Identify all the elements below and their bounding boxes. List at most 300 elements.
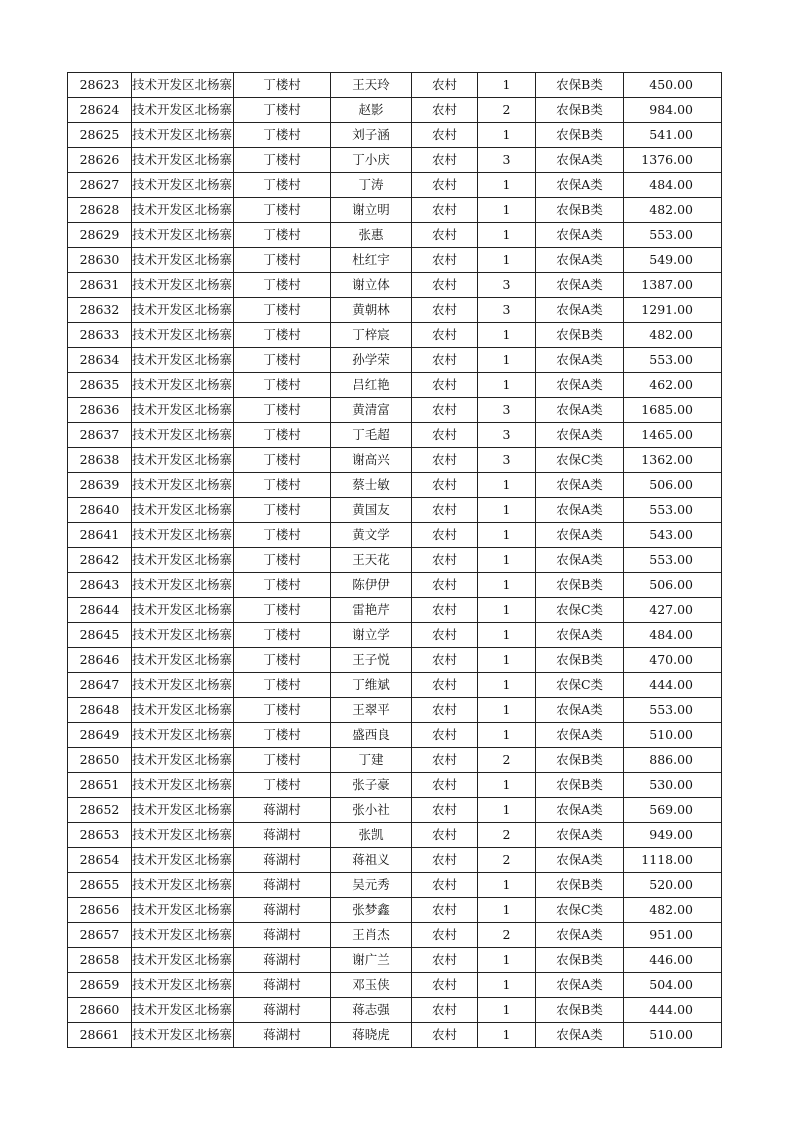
member-count-cell: 1 xyxy=(478,973,536,998)
table-row xyxy=(68,573,722,598)
insurance-category-cell: 农保A类 xyxy=(536,848,624,873)
amount-cell: 450.00 xyxy=(624,73,722,98)
village-cell: 丁楼村 xyxy=(234,198,331,223)
district-cell: 技术开发区北杨寨 xyxy=(132,798,234,823)
amount-cell: 462.00 xyxy=(624,373,722,398)
household-type-cell: 农村 xyxy=(412,523,478,548)
member-count-cell: 3 xyxy=(478,298,536,323)
row-id-cell: 28641 xyxy=(68,523,132,548)
member-count-cell: 1 xyxy=(478,348,536,373)
village-cell: 丁楼村 xyxy=(234,473,331,498)
household-type-cell: 农村 xyxy=(412,398,478,423)
insurance-category-cell: 农保C类 xyxy=(536,598,624,623)
district-cell: 技术开发区北杨寨 xyxy=(132,523,234,548)
person-name-cell: 孙学荣 xyxy=(331,348,412,373)
insurance-category-cell: 农保A类 xyxy=(536,373,624,398)
person-name-cell: 王子悦 xyxy=(331,648,412,673)
person-name-cell: 谢广兰 xyxy=(331,948,412,973)
row-id-cell: 28634 xyxy=(68,348,132,373)
person-name-cell: 谢立体 xyxy=(331,273,412,298)
row-id-cell: 28633 xyxy=(68,323,132,348)
household-type-cell: 农村 xyxy=(412,948,478,973)
member-count-cell: 1 xyxy=(478,873,536,898)
member-count-cell: 1 xyxy=(478,998,536,1023)
table-row xyxy=(68,673,722,698)
member-count-cell: 1 xyxy=(478,798,536,823)
row-id-cell: 28651 xyxy=(68,773,132,798)
table-row xyxy=(68,998,722,1023)
person-name-cell: 蔡士敏 xyxy=(331,473,412,498)
household-type-cell: 农村 xyxy=(412,273,478,298)
amount-cell: 1376.00 xyxy=(624,148,722,173)
insurance-category-cell: 农保A类 xyxy=(536,248,624,273)
table-row xyxy=(68,248,722,273)
insurance-category-cell: 农保C类 xyxy=(536,673,624,698)
member-count-cell: 1 xyxy=(478,248,536,273)
row-id-cell: 28652 xyxy=(68,798,132,823)
table-row xyxy=(68,848,722,873)
insurance-category-cell: 农保A类 xyxy=(536,623,624,648)
village-cell: 蒋湖村 xyxy=(234,923,331,948)
table-row xyxy=(68,523,722,548)
table-row xyxy=(68,123,722,148)
district-cell: 技术开发区北杨寨 xyxy=(132,723,234,748)
village-cell: 丁楼村 xyxy=(234,173,331,198)
village-cell: 丁楼村 xyxy=(234,598,331,623)
row-id-cell: 28656 xyxy=(68,898,132,923)
amount-cell: 553.00 xyxy=(624,223,722,248)
person-name-cell: 邓玉侠 xyxy=(331,973,412,998)
row-id-cell: 28632 xyxy=(68,298,132,323)
row-id-cell: 28661 xyxy=(68,1023,132,1048)
district-cell: 技术开发区北杨寨 xyxy=(132,423,234,448)
amount-cell: 484.00 xyxy=(624,173,722,198)
person-name-cell: 丁建 xyxy=(331,748,412,773)
row-id-cell: 28629 xyxy=(68,223,132,248)
member-count-cell: 3 xyxy=(478,148,536,173)
insurance-category-cell: 农保A类 xyxy=(536,923,624,948)
insurance-category-cell: 农保C类 xyxy=(536,898,624,923)
person-name-cell: 赵影 xyxy=(331,98,412,123)
member-count-cell: 1 xyxy=(478,548,536,573)
household-type-cell: 农村 xyxy=(412,123,478,148)
amount-cell: 482.00 xyxy=(624,898,722,923)
table-row xyxy=(68,548,722,573)
person-name-cell: 刘子涵 xyxy=(331,123,412,148)
member-count-cell: 1 xyxy=(478,123,536,148)
row-id-cell: 28630 xyxy=(68,248,132,273)
row-id-cell: 28638 xyxy=(68,448,132,473)
insurance-category-cell: 农保A类 xyxy=(536,223,624,248)
table-row xyxy=(68,348,722,373)
member-count-cell: 3 xyxy=(478,273,536,298)
table-row xyxy=(68,498,722,523)
district-cell: 技术开发区北杨寨 xyxy=(132,348,234,373)
table-row xyxy=(68,273,722,298)
amount-cell: 506.00 xyxy=(624,473,722,498)
insurance-category-cell: 农保A类 xyxy=(536,173,624,198)
table-row xyxy=(68,223,722,248)
household-type-cell: 农村 xyxy=(412,773,478,798)
person-name-cell: 张凯 xyxy=(331,823,412,848)
table-row xyxy=(68,698,722,723)
member-count-cell: 3 xyxy=(478,398,536,423)
district-cell: 技术开发区北杨寨 xyxy=(132,823,234,848)
amount-cell: 504.00 xyxy=(624,973,722,998)
row-id-cell: 28631 xyxy=(68,273,132,298)
village-cell: 丁楼村 xyxy=(234,448,331,473)
member-count-cell: 1 xyxy=(478,673,536,698)
village-cell: 丁楼村 xyxy=(234,123,331,148)
person-name-cell: 吕红艳 xyxy=(331,373,412,398)
amount-cell: 1387.00 xyxy=(624,273,722,298)
table-row xyxy=(68,98,722,123)
household-type-cell: 农村 xyxy=(412,323,478,348)
village-cell: 丁楼村 xyxy=(234,323,331,348)
village-cell: 丁楼村 xyxy=(234,223,331,248)
village-cell: 丁楼村 xyxy=(234,73,331,98)
insurance-category-cell: 农保A类 xyxy=(536,298,624,323)
district-cell: 技术开发区北杨寨 xyxy=(132,1023,234,1048)
member-count-cell: 2 xyxy=(478,848,536,873)
row-id-cell: 28623 xyxy=(68,73,132,98)
household-type-cell: 农村 xyxy=(412,348,478,373)
row-id-cell: 28627 xyxy=(68,173,132,198)
row-id-cell: 28626 xyxy=(68,148,132,173)
village-cell: 蒋湖村 xyxy=(234,798,331,823)
district-cell: 技术开发区北杨寨 xyxy=(132,198,234,223)
amount-cell: 444.00 xyxy=(624,673,722,698)
district-cell: 技术开发区北杨寨 xyxy=(132,948,234,973)
table-row xyxy=(68,773,722,798)
amount-cell: 510.00 xyxy=(624,1023,722,1048)
household-type-cell: 农村 xyxy=(412,723,478,748)
person-name-cell: 黄朝林 xyxy=(331,298,412,323)
village-cell: 丁楼村 xyxy=(234,623,331,648)
person-name-cell: 蒋祖义 xyxy=(331,848,412,873)
table-row xyxy=(68,973,722,998)
member-count-cell: 1 xyxy=(478,948,536,973)
village-cell: 丁楼村 xyxy=(234,748,331,773)
member-count-cell: 1 xyxy=(478,623,536,648)
village-cell: 丁楼村 xyxy=(234,723,331,748)
household-type-cell: 农村 xyxy=(412,1023,478,1048)
row-id-cell: 28635 xyxy=(68,373,132,398)
row-id-cell: 28658 xyxy=(68,948,132,973)
district-cell: 技术开发区北杨寨 xyxy=(132,548,234,573)
insurance-category-cell: 农保B类 xyxy=(536,323,624,348)
person-name-cell: 王肖杰 xyxy=(331,923,412,948)
insurance-category-cell: 农保A类 xyxy=(536,973,624,998)
household-type-cell: 农村 xyxy=(412,923,478,948)
person-name-cell: 陈伊伊 xyxy=(331,573,412,598)
member-count-cell: 1 xyxy=(478,598,536,623)
insurance-category-cell: 农保A类 xyxy=(536,698,624,723)
amount-cell: 444.00 xyxy=(624,998,722,1023)
village-cell: 丁楼村 xyxy=(234,298,331,323)
household-type-cell: 农村 xyxy=(412,98,478,123)
village-cell: 丁楼村 xyxy=(234,523,331,548)
district-cell: 技术开发区北杨寨 xyxy=(132,248,234,273)
amount-cell: 530.00 xyxy=(624,773,722,798)
district-cell: 技术开发区北杨寨 xyxy=(132,398,234,423)
district-cell: 技术开发区北杨寨 xyxy=(132,223,234,248)
household-type-cell: 农村 xyxy=(412,548,478,573)
amount-cell: 1362.00 xyxy=(624,448,722,473)
household-type-cell: 农村 xyxy=(412,248,478,273)
insurance-category-cell: 农保A类 xyxy=(536,273,624,298)
district-cell: 技术开发区北杨寨 xyxy=(132,373,234,398)
table-row xyxy=(68,323,722,348)
table-row xyxy=(68,798,722,823)
insurance-category-cell: 农保A类 xyxy=(536,548,624,573)
village-cell: 丁楼村 xyxy=(234,648,331,673)
insurance-category-cell: 农保C类 xyxy=(536,448,624,473)
row-id-cell: 28640 xyxy=(68,498,132,523)
row-id-cell: 28650 xyxy=(68,748,132,773)
amount-cell: 482.00 xyxy=(624,323,722,348)
village-cell: 蒋湖村 xyxy=(234,998,331,1023)
table-row xyxy=(68,823,722,848)
table-row xyxy=(68,73,722,98)
member-count-cell: 1 xyxy=(478,173,536,198)
person-name-cell: 张惠 xyxy=(331,223,412,248)
insurance-category-cell: 农保B类 xyxy=(536,198,624,223)
table-row xyxy=(68,898,722,923)
village-cell: 丁楼村 xyxy=(234,773,331,798)
row-id-cell: 28639 xyxy=(68,473,132,498)
village-cell: 蒋湖村 xyxy=(234,948,331,973)
insurance-category-cell: 农保B类 xyxy=(536,773,624,798)
member-count-cell: 2 xyxy=(478,823,536,848)
person-name-cell: 谢高兴 xyxy=(331,448,412,473)
table-row xyxy=(68,873,722,898)
village-cell: 丁楼村 xyxy=(234,398,331,423)
person-name-cell: 丁小庆 xyxy=(331,148,412,173)
district-cell: 技术开发区北杨寨 xyxy=(132,573,234,598)
village-cell: 丁楼村 xyxy=(234,573,331,598)
member-count-cell: 1 xyxy=(478,773,536,798)
person-name-cell: 盛西良 xyxy=(331,723,412,748)
member-count-cell: 1 xyxy=(478,473,536,498)
amount-cell: 569.00 xyxy=(624,798,722,823)
village-cell: 丁楼村 xyxy=(234,273,331,298)
household-type-cell: 农村 xyxy=(412,148,478,173)
district-cell: 技术开发区北杨寨 xyxy=(132,673,234,698)
district-cell: 技术开发区北杨寨 xyxy=(132,848,234,873)
table-row xyxy=(68,598,722,623)
insurance-category-cell: 农保B类 xyxy=(536,873,624,898)
table-row xyxy=(68,423,722,448)
table-row xyxy=(68,648,722,673)
village-cell: 丁楼村 xyxy=(234,498,331,523)
person-name-cell: 丁毛超 xyxy=(331,423,412,448)
person-name-cell: 王翠平 xyxy=(331,698,412,723)
person-name-cell: 谢立明 xyxy=(331,198,412,223)
household-type-cell: 农村 xyxy=(412,823,478,848)
table-row xyxy=(68,623,722,648)
household-type-cell: 农村 xyxy=(412,73,478,98)
village-cell: 蒋湖村 xyxy=(234,873,331,898)
insurance-category-cell: 农保A类 xyxy=(536,348,624,373)
row-id-cell: 28645 xyxy=(68,623,132,648)
insurance-category-cell: 农保B类 xyxy=(536,998,624,1023)
district-cell: 技术开发区北杨寨 xyxy=(132,448,234,473)
row-id-cell: 28628 xyxy=(68,198,132,223)
table-row xyxy=(68,748,722,773)
amount-cell: 1465.00 xyxy=(624,423,722,448)
row-id-cell: 28660 xyxy=(68,998,132,1023)
member-count-cell: 3 xyxy=(478,423,536,448)
insurance-category-cell: 农保A类 xyxy=(536,473,624,498)
amount-cell: 482.00 xyxy=(624,198,722,223)
row-id-cell: 28655 xyxy=(68,873,132,898)
insurance-category-cell: 农保B类 xyxy=(536,98,624,123)
amount-cell: 543.00 xyxy=(624,523,722,548)
village-cell: 蒋湖村 xyxy=(234,848,331,873)
person-name-cell: 黄清富 xyxy=(331,398,412,423)
village-cell: 丁楼村 xyxy=(234,698,331,723)
amount-cell: 446.00 xyxy=(624,948,722,973)
member-count-cell: 1 xyxy=(478,498,536,523)
amount-cell: 984.00 xyxy=(624,98,722,123)
district-cell: 技术开发区北杨寨 xyxy=(132,123,234,148)
person-name-cell: 张子豪 xyxy=(331,773,412,798)
member-count-cell: 1 xyxy=(478,373,536,398)
table-row xyxy=(68,398,722,423)
household-type-cell: 农村 xyxy=(412,748,478,773)
row-id-cell: 28625 xyxy=(68,123,132,148)
insurance-category-cell: 农保B类 xyxy=(536,748,624,773)
village-cell: 丁楼村 xyxy=(234,148,331,173)
member-count-cell: 1 xyxy=(478,73,536,98)
amount-cell: 506.00 xyxy=(624,573,722,598)
row-id-cell: 28653 xyxy=(68,823,132,848)
household-type-cell: 农村 xyxy=(412,373,478,398)
person-name-cell: 杜红宇 xyxy=(331,248,412,273)
village-cell: 蒋湖村 xyxy=(234,973,331,998)
amount-cell: 520.00 xyxy=(624,873,722,898)
row-id-cell: 28657 xyxy=(68,923,132,948)
household-type-cell: 农村 xyxy=(412,223,478,248)
village-cell: 丁楼村 xyxy=(234,548,331,573)
amount-cell: 553.00 xyxy=(624,698,722,723)
table-row xyxy=(68,1023,722,1048)
amount-cell: 470.00 xyxy=(624,648,722,673)
row-id-cell: 28642 xyxy=(68,548,132,573)
insurance-category-cell: 农保B类 xyxy=(536,648,624,673)
village-cell: 蒋湖村 xyxy=(234,823,331,848)
person-name-cell: 丁梓宸 xyxy=(331,323,412,348)
household-type-cell: 农村 xyxy=(412,873,478,898)
village-cell: 丁楼村 xyxy=(234,248,331,273)
village-cell: 丁楼村 xyxy=(234,348,331,373)
member-count-cell: 1 xyxy=(478,648,536,673)
district-cell: 技术开发区北杨寨 xyxy=(132,698,234,723)
district-cell: 技术开发区北杨寨 xyxy=(132,998,234,1023)
amount-cell: 1118.00 xyxy=(624,848,722,873)
amount-cell: 541.00 xyxy=(624,123,722,148)
amount-cell: 549.00 xyxy=(624,248,722,273)
amount-cell: 484.00 xyxy=(624,623,722,648)
member-count-cell: 1 xyxy=(478,573,536,598)
insurance-category-cell: 农保A类 xyxy=(536,823,624,848)
insurance-category-cell: 农保B类 xyxy=(536,123,624,148)
household-type-cell: 农村 xyxy=(412,798,478,823)
person-name-cell: 吴元秀 xyxy=(331,873,412,898)
member-count-cell: 3 xyxy=(478,448,536,473)
relief-roster-table xyxy=(67,72,722,1048)
insurance-category-cell: 农保B类 xyxy=(536,948,624,973)
district-cell: 技术开发区北杨寨 xyxy=(132,273,234,298)
household-type-cell: 农村 xyxy=(412,698,478,723)
person-name-cell: 丁维斌 xyxy=(331,673,412,698)
household-type-cell: 农村 xyxy=(412,423,478,448)
table-row xyxy=(68,723,722,748)
village-cell: 蒋湖村 xyxy=(234,1023,331,1048)
member-count-cell: 1 xyxy=(478,723,536,748)
village-cell: 丁楼村 xyxy=(234,673,331,698)
district-cell: 技术开发区北杨寨 xyxy=(132,73,234,98)
insurance-category-cell: 农保A类 xyxy=(536,148,624,173)
household-type-cell: 农村 xyxy=(412,648,478,673)
district-cell: 技术开发区北杨寨 xyxy=(132,323,234,348)
table-row xyxy=(68,948,722,973)
member-count-cell: 1 xyxy=(478,223,536,248)
household-type-cell: 农村 xyxy=(412,623,478,648)
district-cell: 技术开发区北杨寨 xyxy=(132,298,234,323)
member-count-cell: 1 xyxy=(478,898,536,923)
person-name-cell: 丁涛 xyxy=(331,173,412,198)
household-type-cell: 农村 xyxy=(412,198,478,223)
amount-cell: 951.00 xyxy=(624,923,722,948)
table-row xyxy=(68,298,722,323)
member-count-cell: 2 xyxy=(478,98,536,123)
person-name-cell: 谢立学 xyxy=(331,623,412,648)
row-id-cell: 28647 xyxy=(68,673,132,698)
person-name-cell: 雷艳芹 xyxy=(331,598,412,623)
district-cell: 技术开发区北杨寨 xyxy=(132,173,234,198)
district-cell: 技术开发区北杨寨 xyxy=(132,923,234,948)
amount-cell: 553.00 xyxy=(624,548,722,573)
member-count-cell: 1 xyxy=(478,1023,536,1048)
row-id-cell: 28648 xyxy=(68,698,132,723)
person-name-cell: 张梦鑫 xyxy=(331,898,412,923)
district-cell: 技术开发区北杨寨 xyxy=(132,598,234,623)
row-id-cell: 28636 xyxy=(68,398,132,423)
insurance-category-cell: 农保B类 xyxy=(536,73,624,98)
village-cell: 丁楼村 xyxy=(234,98,331,123)
member-count-cell: 1 xyxy=(478,198,536,223)
household-type-cell: 农村 xyxy=(412,498,478,523)
household-type-cell: 农村 xyxy=(412,898,478,923)
household-type-cell: 农村 xyxy=(412,473,478,498)
member-count-cell: 2 xyxy=(478,748,536,773)
person-name-cell: 蒋志强 xyxy=(331,998,412,1023)
household-type-cell: 农村 xyxy=(412,973,478,998)
insurance-category-cell: 农保A类 xyxy=(536,1023,624,1048)
household-type-cell: 农村 xyxy=(412,448,478,473)
row-id-cell: 28637 xyxy=(68,423,132,448)
village-cell: 蒋湖村 xyxy=(234,898,331,923)
district-cell: 技术开发区北杨寨 xyxy=(132,473,234,498)
village-cell: 丁楼村 xyxy=(234,373,331,398)
insurance-category-cell: 农保B类 xyxy=(536,573,624,598)
household-type-cell: 农村 xyxy=(412,673,478,698)
person-name-cell: 黄国友 xyxy=(331,498,412,523)
district-cell: 技术开发区北杨寨 xyxy=(132,773,234,798)
district-cell: 技术开发区北杨寨 xyxy=(132,898,234,923)
